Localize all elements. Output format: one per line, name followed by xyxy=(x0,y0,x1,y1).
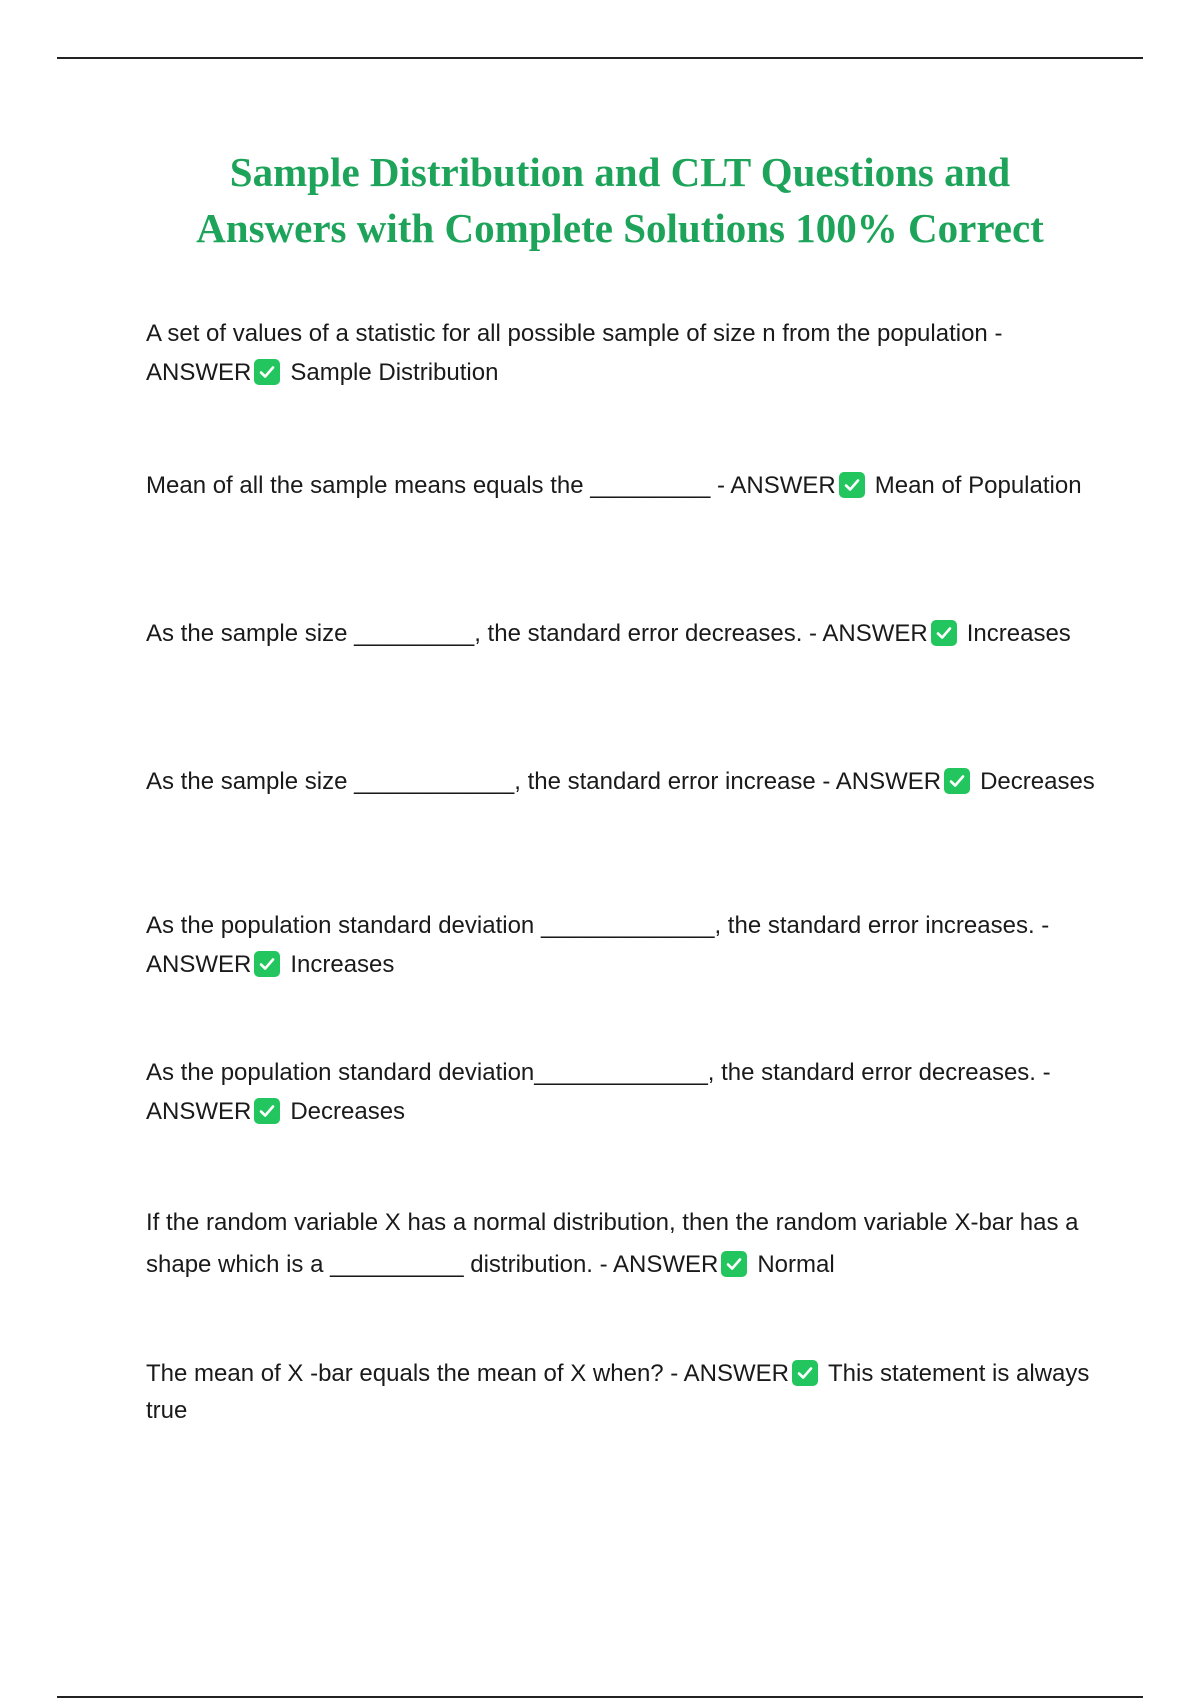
check-mark-icon xyxy=(721,1251,747,1277)
qa-item xyxy=(146,614,1096,653)
bottom-rule xyxy=(57,1696,1143,1698)
answer-text: Increases xyxy=(966,620,1071,647)
answer-text: Decreases xyxy=(290,1098,406,1125)
title-line-2: Answers with Complete Solutions 100% Correct xyxy=(196,205,1044,251)
answer-text: Mean of Population xyxy=(874,472,1082,499)
qa-item xyxy=(146,762,1096,801)
answer-text: Increases xyxy=(290,951,395,978)
qa-item xyxy=(146,1053,1096,1131)
qa-item xyxy=(146,1355,1096,1429)
question-text: The mean of X -bar equals the mean of X when? - ANSWER xyxy=(146,1360,789,1387)
qa-item xyxy=(146,466,1096,505)
check-mark-icon xyxy=(931,620,957,646)
answer-text: Normal xyxy=(757,1251,835,1278)
question-text: A set of values of a statistic for all possible sample of size n from the population - ANSWER xyxy=(146,320,1003,386)
question-text: Mean of all the sample means equals the _________ - ANSWER xyxy=(146,472,836,499)
check-mark-icon xyxy=(944,768,970,794)
question-text: As the sample size _________, the standard error decreases. - ANSWER xyxy=(146,620,928,647)
question-text: As the sample size ____________, the standard error increase - ANSWER xyxy=(146,768,942,795)
check-mark-icon xyxy=(792,1360,818,1386)
question-text: As the population standard deviation _____________, the standard error increases. - ANSWER xyxy=(146,912,1050,978)
check-mark-icon xyxy=(254,359,280,385)
check-mark-icon xyxy=(839,472,865,498)
title-line-1: Sample Distribution and CLT Questions and xyxy=(229,149,1011,195)
check-mark-icon xyxy=(254,1098,280,1124)
answer-text: Decreases xyxy=(980,768,1095,795)
check-mark-icon xyxy=(254,951,280,977)
question-text: If the random variable X has a normal distribution, then the random variable X-bar has a shape which is a __________ distribution. - ANSWER xyxy=(146,1209,1079,1278)
answer-text: This statement is always true xyxy=(146,1360,1090,1424)
qa-item xyxy=(146,906,1096,984)
question-text: As the population standard deviation_____________, the standard error decreases. - ANSWER xyxy=(146,1059,1051,1125)
answer-text: Sample Distribution xyxy=(290,359,499,386)
qa-item xyxy=(146,1202,1096,1286)
qa-item xyxy=(146,314,1096,392)
